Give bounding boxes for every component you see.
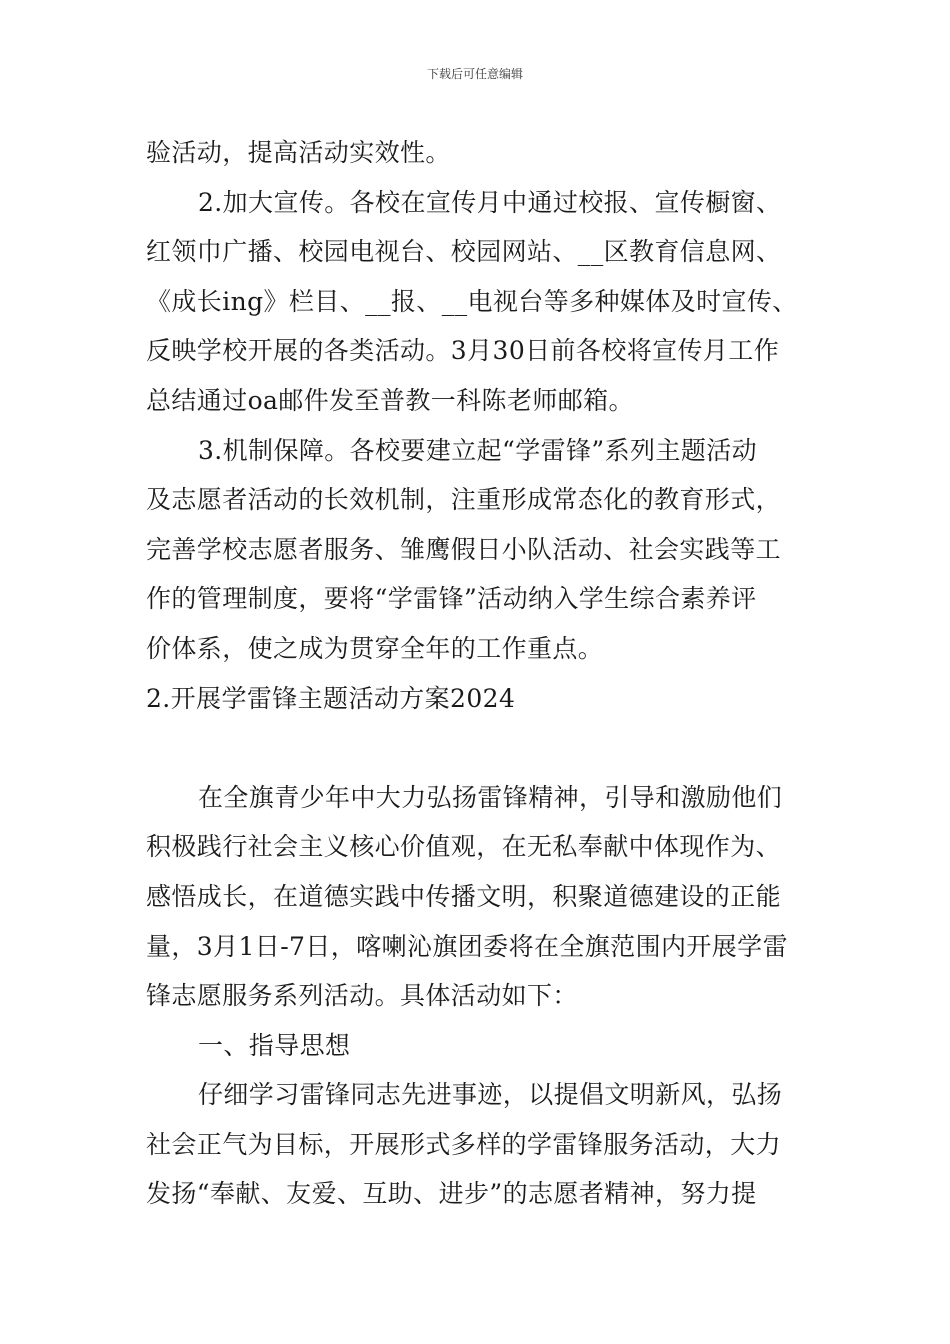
- section-heading-guiding-ideology: 一、指导思想: [198, 1030, 351, 1060]
- section-heading-publicity: 2.加大宣传。各校在宣传月中通过校报、宣传橱窗、: [198, 187, 782, 217]
- section-heading-mechanism: 3.机制保障。各校要建立起“学雷锋”系列主题活动: [198, 435, 758, 465]
- intro-paragraph-start: 在全旗青少年中大力弘扬雷锋精神，引导和激励他们: [198, 782, 783, 812]
- body-line: 积极践行社会主义核心价值观，在无私奉献中体现作为、: [146, 832, 782, 862]
- body-line: 量，3月1日-7日，喀喇沁旗团委将在全旗范围内开展学雷: [146, 931, 788, 961]
- body-line: 感悟成长，在道德实践中传播文明，积聚道德建设的正能: [146, 881, 782, 911]
- body-line: 作的管理制度，要将“学雷锋”活动纳入学生综合素养评: [146, 584, 757, 614]
- body-line: 锋志愿服务系列活动。具体活动如下：: [146, 981, 578, 1011]
- guiding-paragraph-start: 仔细学习雷锋同志先进事迹，以提倡文明新风，弘扬: [198, 1080, 783, 1110]
- body-line: 社会正气为目标，开展形式多样的学雷锋服务活动，大力: [146, 1129, 782, 1159]
- page-header-note: 下载后可任意编辑: [426, 67, 523, 81]
- body-line: 发扬“奉献、友爱、互助、进步”的志愿者精神，努力提: [146, 1179, 757, 1209]
- document-body: [146, 128, 808, 1219]
- body-line: 红领巾广播、校园电视台、校园网站、__区教育信息网、: [146, 237, 782, 267]
- body-line: 总结通过oa邮件发至普教一科陈老师邮箱。: [146, 385, 634, 415]
- body-line: 及志愿者活动的长效机制，注重形成常态化的教育形式，: [146, 485, 782, 515]
- body-line: 《成长ing》栏目、__报、__电视台等多种媒体及时宣传、: [146, 286, 798, 316]
- body-line: 验活动，提高活动实效性。: [146, 138, 451, 167]
- body-line: 价体系，使之成为贯穿全年的工作重点。: [146, 633, 604, 663]
- body-line: 完善学校志愿者服务、雏鹰假日小队活动、社会实践等工: [146, 534, 782, 564]
- document-title: 2.开展学雷锋主题活动方案2024: [146, 683, 516, 713]
- body-line: 反映学校开展的各类活动。3月30日前各校将宣传月工作: [146, 336, 780, 366]
- blank-line: [146, 723, 808, 773]
